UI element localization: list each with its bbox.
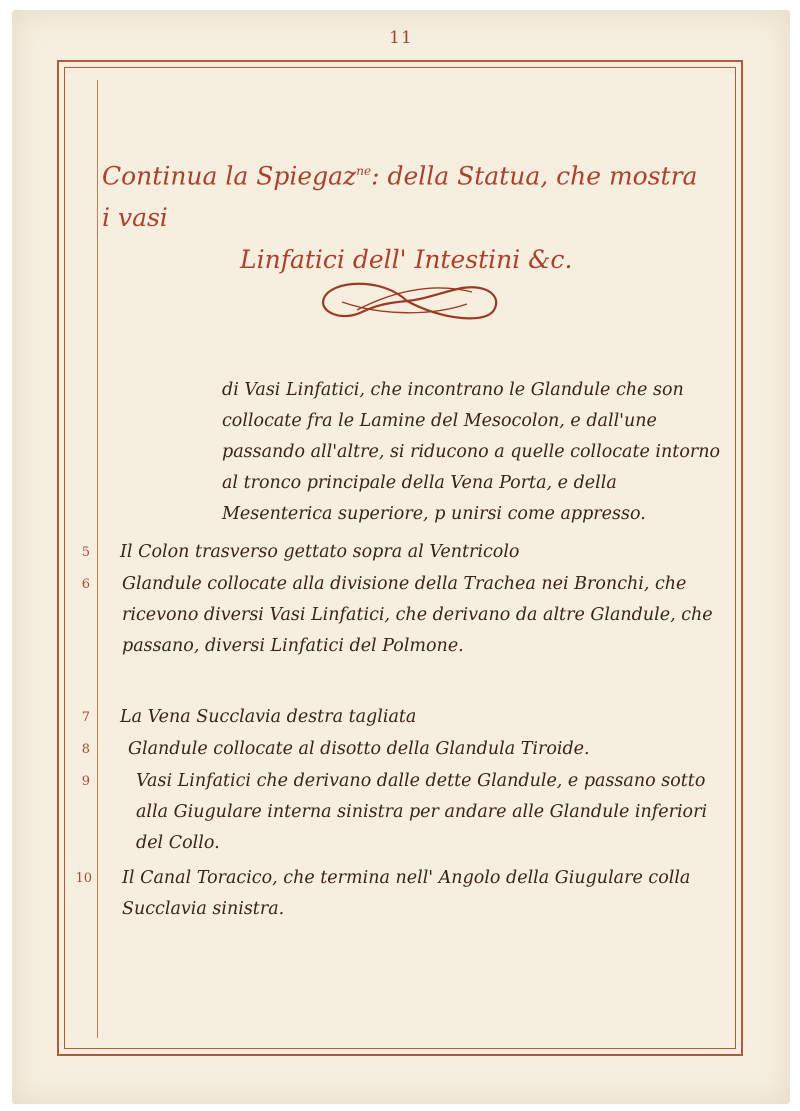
entry-text: Il Canal Toracico, che termina nell' Angolo della Giugulare colla Succlavia sinistra. [122,868,691,919]
calligraphic-flourish-ornament [302,272,512,330]
entry-text: Glandule collocate al disotto della Glandula Tiroide. [128,739,590,759]
title-abbreviation-superscript: ne [356,164,372,178]
page-title [102,150,702,281]
title-line-1-start: Continua la Spiegaz [102,161,357,191]
entry-text: Il Colon trasverso gettato sopra al Ventricolo [120,542,520,562]
entry-text: La Vena Succlavia destra tagliata [120,707,417,727]
title-line-1 [102,150,702,239]
continued-paragraph: di Vasi Linfatici, che incontrano le Glandule che son collocate fra le Lamine del Mesocolon, e dall'une passando all'altre, si riducono a quelle collocate intorno al tronco principale della Vena Porta, e della Mesenterica superiore, p unirsi come appresso. [222,380,721,524]
entry-number: 6 [81,577,90,592]
entry-text: Glandule collocate alla divisione della Trachea nei Bronchi, che ricevono diversi Vasi Linfatici, che derivano da altre Glandule, che passano, diversi Linfatici del Polmone. [122,574,713,656]
left-margin-rule [97,80,98,1038]
entry-number: 10 [75,871,92,886]
entry-number: 5 [81,545,90,560]
title-line-1-end: : della Statua, che mostra i vasi [102,161,698,233]
title-line-2: Linfatici dell' Intestini &c. [240,245,573,275]
entry-number: 8 [81,742,90,757]
page-number: 11 [389,28,413,48]
entry-number: 9 [81,774,90,789]
manuscript-page [12,10,790,1104]
entry-number: 7 [81,710,90,725]
entry-text: Vasi Linfatici che derivano dalle dette Glandule, e passano sotto alla Giugulare interna sinistra per andare alle Glandule inferiori del Collo. [136,771,708,853]
